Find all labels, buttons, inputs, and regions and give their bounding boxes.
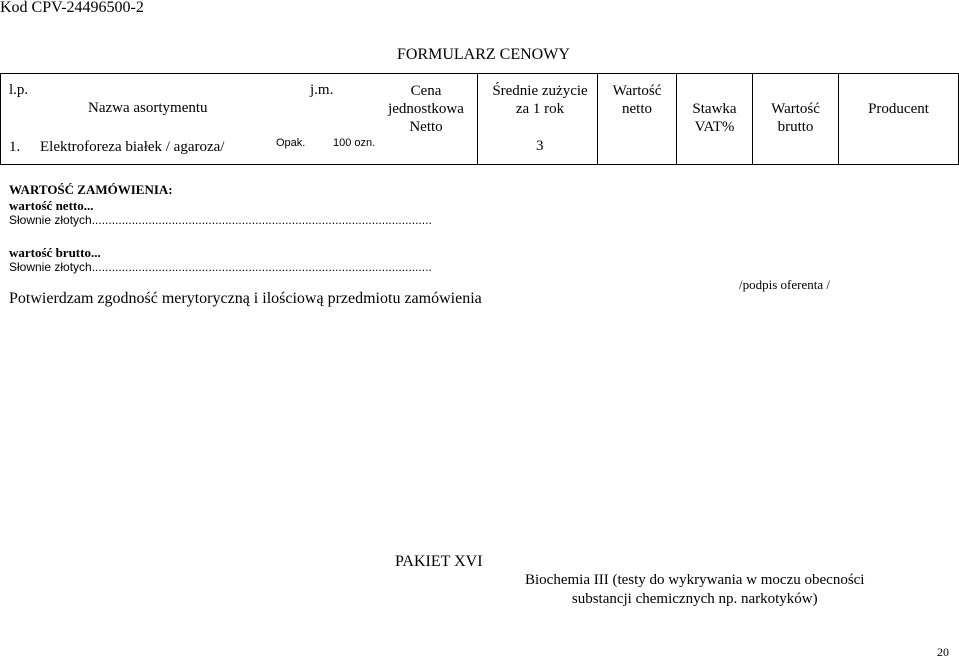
column-producer-header: Producent — [868, 101, 929, 117]
row-lp: 1. — [9, 139, 21, 155]
page-number: 20 — [937, 645, 949, 659]
row-quantity: 3 — [536, 138, 544, 154]
row-unit-count: 100 ozn. — [333, 137, 376, 149]
net-value-label: wartość netto... — [9, 198, 94, 213]
package-description: Biochemia III (testy do wykrywania w moczu obecności substancji chemicznych np. narkotyków) — [525, 572, 865, 607]
gross-words-field: Słownie złotych...................................................................................................... — [9, 260, 432, 274]
column-name-header: Nazwa asortymentu — [88, 100, 208, 116]
row-name: Elektroforeza białek / agaroza/ — [40, 139, 225, 155]
row-unit: Opak. — [276, 137, 306, 149]
column-gross-value-header: Wartość brutto — [771, 101, 820, 135]
signature-label: /podpis oferenta / — [739, 277, 830, 292]
column-unit-header: j.m. — [310, 82, 334, 98]
gross-value-label: wartość brutto... — [9, 245, 101, 260]
column-usage-header: Średnie zużycie za 1 rok — [492, 83, 588, 117]
column-vat-header: Stawka VAT% — [692, 101, 737, 135]
column-lp-header: l.p. — [9, 82, 29, 98]
column-price-header: Cena jednostkowa Netto — [388, 83, 464, 135]
column-net-value-header: Wartość netto — [612, 83, 662, 117]
form-title: FORMULARZ CENOWY — [397, 46, 570, 63]
confirmation-text: Potwierdzam zgodność merytoryczną i ilościową przedmiotu zamówienia — [9, 290, 482, 307]
order-value-label: WARTOŚĆ ZAMÓWIENIA: — [9, 182, 173, 197]
package-name: PAKIET XVI — [395, 553, 483, 570]
net-words-field: Słownie złotych...................................................................................................... — [9, 213, 432, 227]
document-code: Kod CPV-24496500-2 — [0, 0, 144, 16]
